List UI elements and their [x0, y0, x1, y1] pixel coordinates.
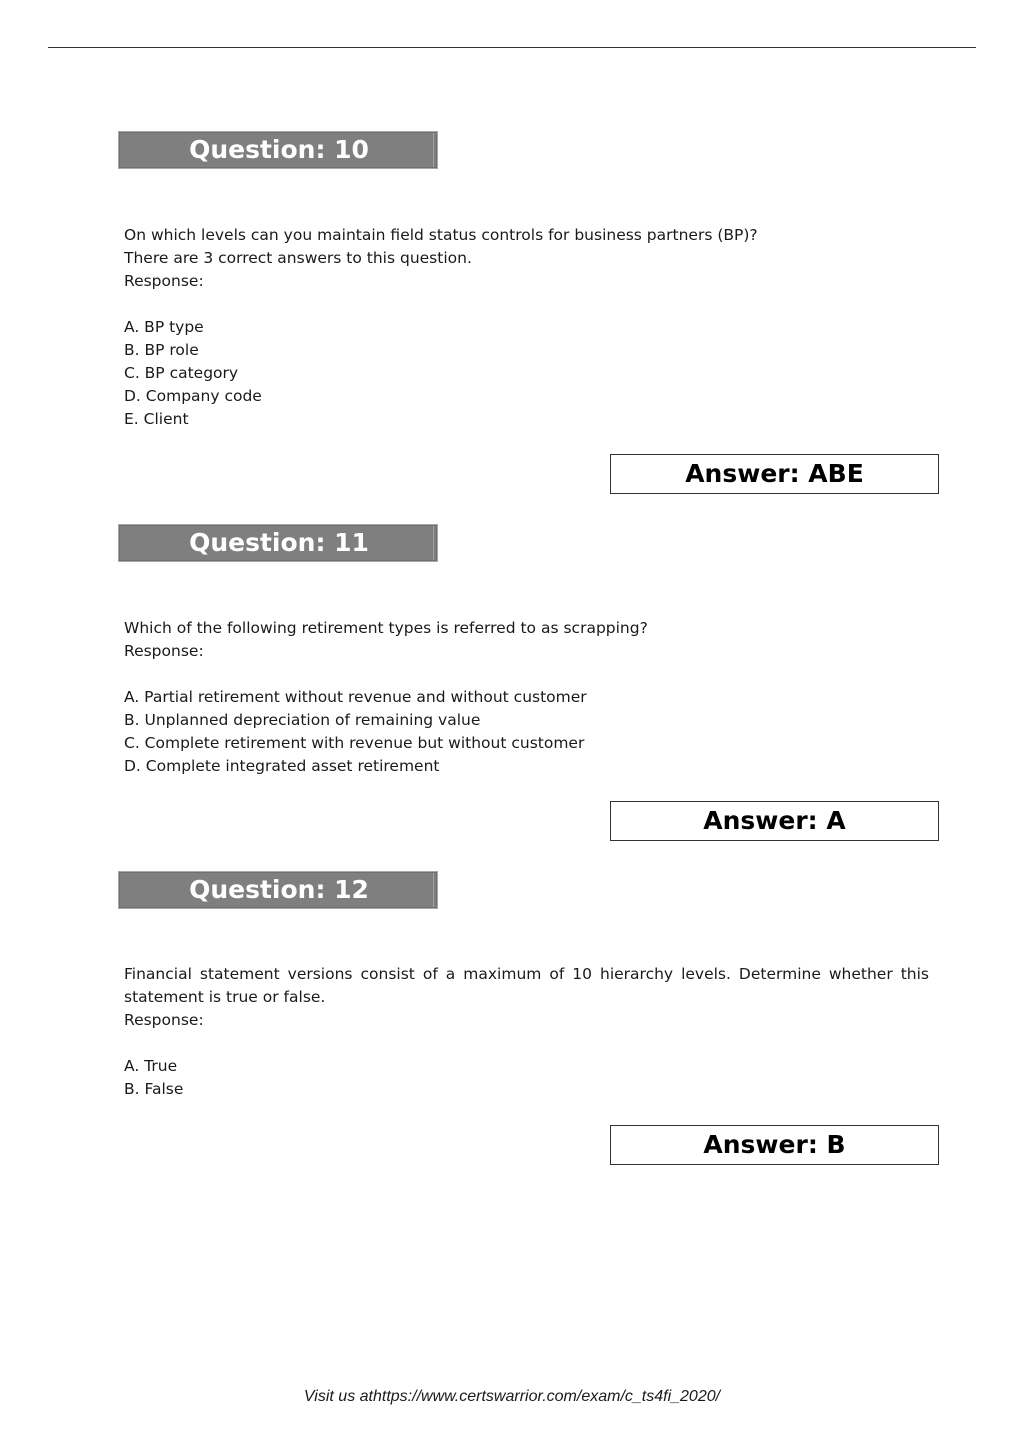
- option-d: D. Complete integrated asset retirement: [124, 757, 440, 775]
- question-prompt: Which of the following retirement types is referred to as scrapping?: [124, 619, 648, 637]
- footer: [0, 1388, 1024, 1406]
- question-12-body: [124, 963, 929, 1101]
- question-10-header: [118, 131, 438, 169]
- question-title: Question: 12: [189, 875, 369, 904]
- option-a: A. Partial retirement without revenue and without customer: [124, 688, 587, 706]
- header-edge: [433, 133, 434, 167]
- question-12-header: [118, 871, 438, 909]
- question-title: Question: 11: [189, 528, 369, 557]
- question-prompt: Financial statement versions consist of a maximum of 10 hierarchy levels. Determine whether this statement is true or false.: [124, 965, 929, 1006]
- option-e: E. Client: [124, 410, 189, 428]
- option-b: B. Unplanned depreciation of remaining value: [124, 711, 481, 729]
- option-b: B. BP role: [124, 341, 199, 359]
- option-c: C. BP category: [124, 364, 239, 382]
- option-a: A. True: [124, 1057, 178, 1075]
- question-11-header: [118, 524, 438, 562]
- question-11-answer: Answer: A: [610, 801, 939, 841]
- question-note: There are 3 correct answers to this question.: [124, 249, 472, 267]
- question-10-body: [124, 224, 929, 431]
- option-a: A. BP type: [124, 318, 204, 336]
- response-label: Response:: [124, 1011, 204, 1029]
- question-11-body: [124, 617, 929, 778]
- question-12-answer: Answer: B: [610, 1125, 939, 1165]
- option-b: B. False: [124, 1080, 184, 1098]
- response-label: Response:: [124, 642, 204, 660]
- option-c: C. Complete retirement with revenue but without customer: [124, 734, 585, 752]
- footer-link[interactable]: https://www.certswarrior.com/exam/c_ts4fi_2020/: [372, 1388, 721, 1405]
- header-edge: [433, 526, 434, 560]
- header-edge: [433, 873, 434, 907]
- option-d: D. Company code: [124, 387, 262, 405]
- header-divider: [48, 47, 976, 48]
- response-label: Response:: [124, 272, 204, 290]
- question-title: Question: 10: [189, 135, 369, 164]
- question-10-answer: Answer: ABE: [610, 454, 939, 494]
- question-prompt: On which levels can you maintain field status controls for business partners (BP)?: [124, 226, 758, 244]
- footer-prefix: Visit us at: [303, 1388, 373, 1405]
